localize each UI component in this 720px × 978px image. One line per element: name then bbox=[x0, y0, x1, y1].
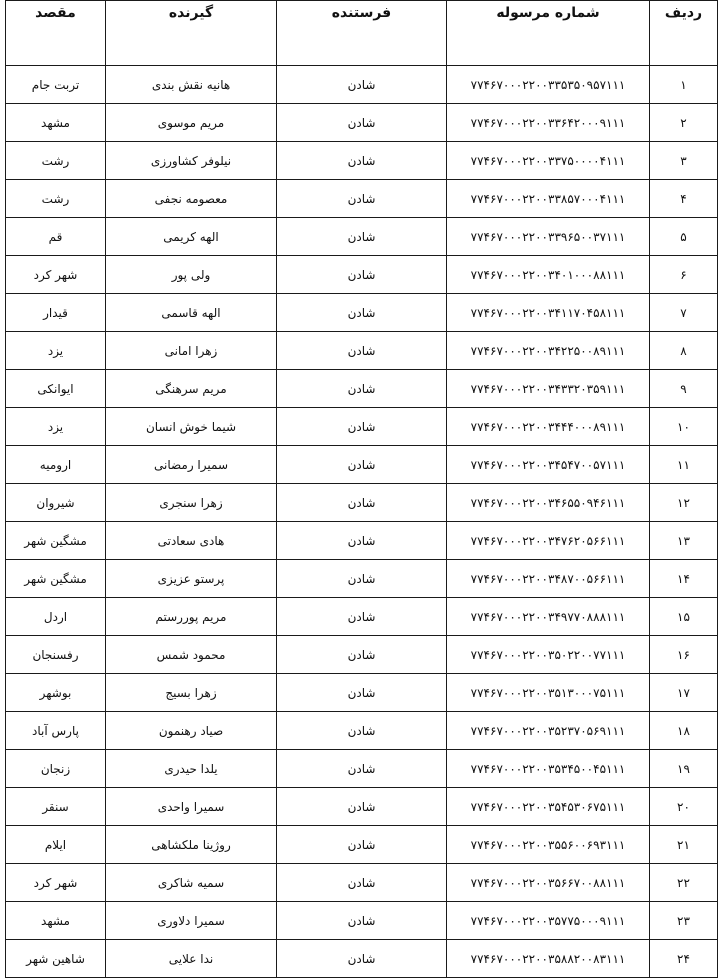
row-number-cell: ۳ bbox=[650, 142, 718, 180]
shipments-table bbox=[5, 0, 718, 978]
table-row bbox=[6, 256, 718, 294]
recipient-cell: محمود شمس bbox=[106, 636, 277, 674]
sender-cell: شادن bbox=[277, 598, 447, 636]
tracking-number-cell: ۷۷۴۶۷۰۰۰۲۲۰۰۳۵۶۶۷۰۰۸۸۱۱۱ bbox=[447, 864, 650, 902]
recipient-cell: پرستو عزیزی bbox=[106, 560, 277, 598]
row-number-cell: ۲۱ bbox=[650, 826, 718, 864]
sender-cell: شادن bbox=[277, 750, 447, 788]
destination-cell: پارس آباد bbox=[6, 712, 106, 750]
recipient-cell: الهه قاسمی bbox=[106, 294, 277, 332]
destination-cell: قیدار bbox=[6, 294, 106, 332]
recipient-cell: ندا علایی bbox=[106, 940, 277, 978]
destination-cell: شیروان bbox=[6, 484, 106, 522]
recipient-cell: هادی سعادتی bbox=[106, 522, 277, 560]
tracking-number-cell: ۷۷۴۶۷۰۰۰۲۲۰۰۳۴۴۴۰۰۰۸۹۱۱۱ bbox=[447, 408, 650, 446]
table-row bbox=[6, 294, 718, 332]
tracking-number-cell: ۷۷۴۶۷۰۰۰۲۲۰۰۳۵۸۸۲۰۰۸۳۱۱۱ bbox=[447, 940, 650, 978]
tracking-number-cell: ۷۷۴۶۷۰۰۰۲۲۰۰۳۳۸۵۷۰۰۰۴۱۱۱ bbox=[447, 180, 650, 218]
sender-cell: شادن bbox=[277, 560, 447, 598]
tracking-number-cell: ۷۷۴۶۷۰۰۰۲۲۰۰۳۳۷۵۰۰۰۰۴۱۱۱ bbox=[447, 142, 650, 180]
header-row-number: ردیف bbox=[650, 1, 718, 66]
tracking-number-cell: ۷۷۴۶۷۰۰۰۲۲۰۰۳۴۶۵۵۰۹۴۶۱۱۱ bbox=[447, 484, 650, 522]
recipient-cell: زهرا امانی bbox=[106, 332, 277, 370]
destination-cell: مشگین شهر bbox=[6, 522, 106, 560]
tracking-number-cell: ۷۷۴۶۷۰۰۰۲۲۰۰۳۵۳۴۵۰۰۴۵۱۱۱ bbox=[447, 750, 650, 788]
destination-cell: مشگین شهر bbox=[6, 560, 106, 598]
table-row bbox=[6, 598, 718, 636]
sender-cell: شادن bbox=[277, 712, 447, 750]
sender-cell: شادن bbox=[277, 66, 447, 104]
tracking-number-cell: ۷۷۴۶۷۰۰۰۲۲۰۰۳۵۰۲۲۰۰۷۷۱۱۱ bbox=[447, 636, 650, 674]
destination-cell: مشهد bbox=[6, 902, 106, 940]
header-destination: مقصد bbox=[6, 1, 106, 66]
recipient-cell: سمیرا دلاوری bbox=[106, 902, 277, 940]
table-row bbox=[6, 750, 718, 788]
sender-cell: شادن bbox=[277, 408, 447, 446]
sender-cell: شادن bbox=[277, 104, 447, 142]
header-recipient: گیرنده bbox=[106, 1, 277, 66]
tracking-number-cell: ۷۷۴۶۷۰۰۰۲۲۰۰۳۴۸۷۰۰۵۶۶۱۱۱ bbox=[447, 560, 650, 598]
table-row bbox=[6, 142, 718, 180]
sender-cell: شادن bbox=[277, 864, 447, 902]
row-number-cell: ۴ bbox=[650, 180, 718, 218]
recipient-cell: نیلوفر کشاورزی bbox=[106, 142, 277, 180]
recipient-cell: مریم موسوی bbox=[106, 104, 277, 142]
row-number-cell: ۲۳ bbox=[650, 902, 718, 940]
destination-cell: ایوانکی bbox=[6, 370, 106, 408]
destination-cell: اردل bbox=[6, 598, 106, 636]
tracking-number-cell: ۷۷۴۶۷۰۰۰۲۲۰۰۳۴۷۶۲۰۵۶۶۱۱۱ bbox=[447, 522, 650, 560]
row-number-cell: ۱۷ bbox=[650, 674, 718, 712]
table-row bbox=[6, 940, 718, 978]
tracking-number-cell: ۷۷۴۶۷۰۰۰۲۲۰۰۳۴۹۷۷۰۸۸۸۱۱۱ bbox=[447, 598, 650, 636]
sender-cell: شادن bbox=[277, 332, 447, 370]
table-row bbox=[6, 522, 718, 560]
recipient-cell: مریم پوررستم bbox=[106, 598, 277, 636]
recipient-cell: روژینا ملکشاهی bbox=[106, 826, 277, 864]
row-number-cell: ۲۲ bbox=[650, 864, 718, 902]
row-number-cell: ۱۱ bbox=[650, 446, 718, 484]
row-number-cell: ۱۹ bbox=[650, 750, 718, 788]
row-number-cell: ۲ bbox=[650, 104, 718, 142]
table-row bbox=[6, 218, 718, 256]
row-number-cell: ۶ bbox=[650, 256, 718, 294]
sender-cell: شادن bbox=[277, 256, 447, 294]
sender-cell: شادن bbox=[277, 902, 447, 940]
destination-cell: شهر کرد bbox=[6, 864, 106, 902]
sender-cell: شادن bbox=[277, 826, 447, 864]
table-row bbox=[6, 66, 718, 104]
tracking-number-cell: ۷۷۴۶۷۰۰۰۲۲۰۰۳۵۲۳۷۰۵۶۹۱۱۱ bbox=[447, 712, 650, 750]
tracking-number-cell: ۷۷۴۶۷۰۰۰۲۲۰۰۳۳۶۴۲۰۰۰۹۱۱۱ bbox=[447, 104, 650, 142]
destination-cell: شهر کرد bbox=[6, 256, 106, 294]
tracking-number-cell: ۷۷۴۶۷۰۰۰۲۲۰۰۳۴۱۱۷۰۴۵۸۱۱۱ bbox=[447, 294, 650, 332]
row-number-cell: ۱۸ bbox=[650, 712, 718, 750]
row-number-cell: ۱۳ bbox=[650, 522, 718, 560]
tracking-number-cell: ۷۷۴۶۷۰۰۰۲۲۰۰۳۴۳۳۲۰۳۵۹۱۱۱ bbox=[447, 370, 650, 408]
destination-cell: تربت جام bbox=[6, 66, 106, 104]
destination-cell: ارومیه bbox=[6, 446, 106, 484]
sender-cell: شادن bbox=[277, 294, 447, 332]
destination-cell: سنقر bbox=[6, 788, 106, 826]
sender-cell: شادن bbox=[277, 370, 447, 408]
tracking-number-cell: ۷۷۴۶۷۰۰۰۲۲۰۰۳۵۵۶۰۰۶۹۳۱۱۱ bbox=[447, 826, 650, 864]
row-number-cell: ۱ bbox=[650, 66, 718, 104]
table-row bbox=[6, 446, 718, 484]
table-row bbox=[6, 560, 718, 598]
recipient-cell: صیاد رهنمون bbox=[106, 712, 277, 750]
row-number-cell: ۷ bbox=[650, 294, 718, 332]
row-number-cell: ۱۰ bbox=[650, 408, 718, 446]
recipient-cell: معصومه نجفی bbox=[106, 180, 277, 218]
destination-cell: زنجان bbox=[6, 750, 106, 788]
table-row bbox=[6, 484, 718, 522]
sender-cell: شادن bbox=[277, 142, 447, 180]
destination-cell: یزد bbox=[6, 332, 106, 370]
recipient-cell: شیما خوش انسان bbox=[106, 408, 277, 446]
table-row bbox=[6, 408, 718, 446]
recipient-cell: سمیه شاکری bbox=[106, 864, 277, 902]
table-row bbox=[6, 712, 718, 750]
row-number-cell: ۹ bbox=[650, 370, 718, 408]
row-number-cell: ۱۶ bbox=[650, 636, 718, 674]
sender-cell: شادن bbox=[277, 940, 447, 978]
table-body bbox=[6, 66, 718, 978]
tracking-number-cell: ۷۷۴۶۷۰۰۰۲۲۰۰۳۳۵۳۵۰۹۵۷۱۱۱ bbox=[447, 66, 650, 104]
sender-cell: شادن bbox=[277, 522, 447, 560]
row-number-cell: ۸ bbox=[650, 332, 718, 370]
sender-cell: شادن bbox=[277, 180, 447, 218]
recipient-cell: یلدا حیدری bbox=[106, 750, 277, 788]
header-row bbox=[6, 1, 718, 66]
table-row bbox=[6, 674, 718, 712]
sender-cell: شادن bbox=[277, 218, 447, 256]
destination-cell: مشهد bbox=[6, 104, 106, 142]
table-row bbox=[6, 902, 718, 940]
tracking-number-cell: ۷۷۴۶۷۰۰۰۲۲۰۰۳۴۵۴۷۰۰۵۷۱۱۱ bbox=[447, 446, 650, 484]
table-row bbox=[6, 826, 718, 864]
table-row bbox=[6, 864, 718, 902]
table-row bbox=[6, 180, 718, 218]
destination-cell: رفسنجان bbox=[6, 636, 106, 674]
table-row bbox=[6, 788, 718, 826]
sender-cell: شادن bbox=[277, 484, 447, 522]
header-sender: فرستنده bbox=[277, 1, 447, 66]
destination-cell: یزد bbox=[6, 408, 106, 446]
sender-cell: شادن bbox=[277, 788, 447, 826]
recipient-cell: زهرا بسیج bbox=[106, 674, 277, 712]
recipient-cell: سمیرا واحدی bbox=[106, 788, 277, 826]
tracking-number-cell: ۷۷۴۶۷۰۰۰۲۲۰۰۳۳۹۶۵۰۰۳۷۱۱۱ bbox=[447, 218, 650, 256]
tracking-number-cell: ۷۷۴۶۷۰۰۰۲۲۰۰۳۵۱۳۰۰۰۷۵۱۱۱ bbox=[447, 674, 650, 712]
tracking-number-cell: ۷۷۴۶۷۰۰۰۲۲۰۰۳۴۰۱۰۰۰۸۸۱۱۱ bbox=[447, 256, 650, 294]
row-number-cell: ۱۵ bbox=[650, 598, 718, 636]
table-row bbox=[6, 636, 718, 674]
recipient-cell: الهه کریمی bbox=[106, 218, 277, 256]
sender-cell: شادن bbox=[277, 446, 447, 484]
recipient-cell: هانیه نقش بندی bbox=[106, 66, 277, 104]
recipient-cell: سمیرا رمضانی bbox=[106, 446, 277, 484]
destination-cell: رشت bbox=[6, 180, 106, 218]
recipient-cell: ولی پور bbox=[106, 256, 277, 294]
sender-cell: شادن bbox=[277, 674, 447, 712]
row-number-cell: ۱۲ bbox=[650, 484, 718, 522]
table-row bbox=[6, 104, 718, 142]
row-number-cell: ۵ bbox=[650, 218, 718, 256]
recipient-cell: مریم سرهنگی bbox=[106, 370, 277, 408]
destination-cell: بوشهر bbox=[6, 674, 106, 712]
destination-cell: شاهین شهر bbox=[6, 940, 106, 978]
recipient-cell: زهرا سنجری bbox=[106, 484, 277, 522]
destination-cell: رشت bbox=[6, 142, 106, 180]
tracking-number-cell: ۷۷۴۶۷۰۰۰۲۲۰۰۳۵۷۷۵۰۰۰۹۱۱۱ bbox=[447, 902, 650, 940]
table-row bbox=[6, 370, 718, 408]
table-row bbox=[6, 332, 718, 370]
row-number-cell: ۱۴ bbox=[650, 560, 718, 598]
header-tracking-number: شماره مرسوله bbox=[447, 1, 650, 66]
sender-cell: شادن bbox=[277, 636, 447, 674]
tracking-number-cell: ۷۷۴۶۷۰۰۰۲۲۰۰۳۴۲۲۵۰۰۸۹۱۱۱ bbox=[447, 332, 650, 370]
row-number-cell: ۲۰ bbox=[650, 788, 718, 826]
tracking-number-cell: ۷۷۴۶۷۰۰۰۲۲۰۰۳۵۴۵۳۰۶۷۵۱۱۱ bbox=[447, 788, 650, 826]
row-number-cell: ۲۴ bbox=[650, 940, 718, 978]
destination-cell: ایلام bbox=[6, 826, 106, 864]
destination-cell: قم bbox=[6, 218, 106, 256]
